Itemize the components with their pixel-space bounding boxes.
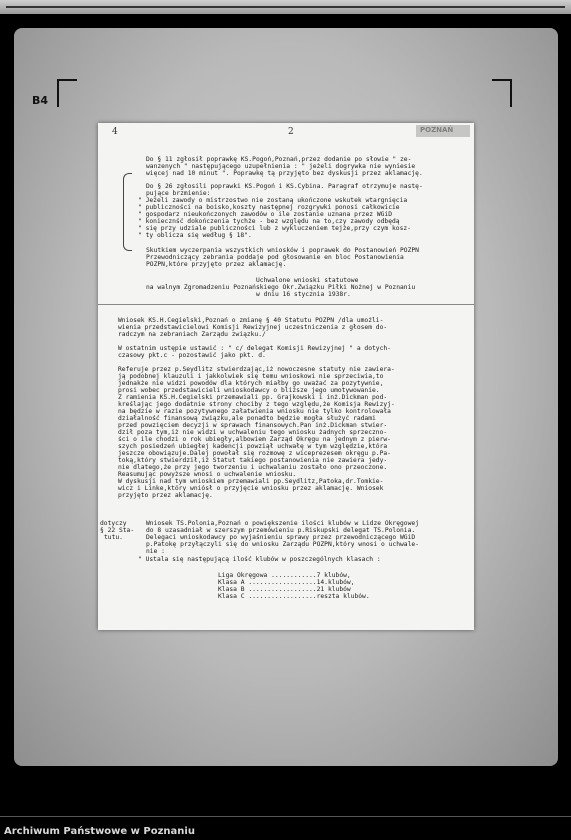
- text-line: jeszcze obowiązuje.Dalej powołał się rozmowę z wiceprezesem okręgu p.Pa-: [118, 450, 391, 457]
- archive-stamp: [416, 125, 470, 137]
- section-heading: na walnym Zgromadzeniu Poznańskiego Okr.Związku Piłki Nożnej w Poznaniu: [146, 284, 416, 291]
- text-line: " gospodarz nieukończonych zawodów o ile zostanie uznana przez WGiD: [138, 211, 393, 218]
- text-line: dził poza tym,iż nie widzi w uchwaleniu tego wniosku żadnych sprzeczno-: [118, 429, 388, 436]
- text-line: szych posiedzeń ubiegłej kadencji powziął uchwałę w tym względzie,która: [118, 443, 388, 450]
- text-line: POZPN,które przyjęto przez aklamację.: [146, 261, 287, 268]
- text-line: czasowy pkt.c - pozostawić jako pkt. d.: [118, 352, 266, 359]
- text-line: " Jeżeli zawody o mistrzostwo nie zostaną ukończone wskutek wtargnięcia: [138, 197, 408, 204]
- text-line: " się przy udziale publiczności lub z wykluczeniem tejże,przy czym kosz-: [138, 225, 411, 232]
- text-line: Wniosek TS.Polonia,Poznań o powiększenie ilości klubów w Lidze Okręgowej: [146, 520, 419, 527]
- film-top-strip: [0, 0, 571, 14]
- club-count-line: Liga Okręgowa ............7 klubów,: [218, 572, 351, 579]
- text-line: " koniecznść dokończenia tychże - bez względu na to,czy zawody odbędą: [138, 218, 400, 225]
- text-line: ją podobnej klauzuli i jakkolwiek się temu wnioskowi nie sprzeciwia,to: [118, 373, 384, 380]
- section-heading: Uchwalone wnioski statutowe: [256, 277, 359, 284]
- margin-note: dotyczy: [100, 520, 127, 527]
- text-line: nie :: [146, 548, 165, 555]
- text-line: toką,który stwierdził,iż Statut takiego postanowienia nie zawiera jedy-: [118, 457, 388, 464]
- corner-mark-left: [57, 79, 77, 107]
- stamp-text: POZNAŃ: [420, 126, 454, 134]
- corner-mark-right: [492, 79, 512, 107]
- section-heading: w dniu 16 stycznia 1938r.: [256, 291, 351, 298]
- text-line: działalność finansową związku,ale ponadto będzie mogła służyć radami: [118, 415, 376, 422]
- footer-divider: [0, 816, 571, 817]
- margin-note: § 22 Sta-: [100, 527, 135, 534]
- divider: [98, 304, 474, 305]
- text-line: Reasumując powyższe wnosi o uchwalenie wniosku.: [118, 471, 297, 478]
- footer-bar: [0, 812, 571, 840]
- document-page: [98, 123, 474, 630]
- text-line: " ty oblicza się według § 18".: [138, 232, 252, 239]
- text-line: Z ramienia KS.H.Cegielski przemawiali pp. Grajkowski i inż.Dickman pod-: [118, 394, 388, 401]
- text-line: radczym na zebraniach Zarządu związku./: [118, 331, 266, 338]
- text-line: Do § 26 zgłosili poprawki KS.Pogoń i KS.Cybina. Paragraf otrzymuje nastę-: [146, 183, 423, 190]
- text-line: " publiczności na boisko,koszty następnej rozgrywki ponosi całkowicie: [138, 204, 400, 211]
- text-line: Przewodniczący zebrania poddaje pod głosowanie en bloc Postanowienia: [146, 254, 404, 261]
- text-line: więcej nad 10 minut ". Poprawkę tą przyjęto bez dyskusji przez aklamację.: [146, 170, 423, 177]
- page-number-handwritten: 4: [112, 127, 118, 137]
- text-line: ści o ile chodzi o rok ubiegły,albowiem Zarząd Okręgu na jednym z pierw-: [118, 436, 391, 443]
- text-line: pujące brzmienie:: [146, 190, 211, 197]
- club-count-line: Klasa C ..................reszta klubów.: [218, 593, 370, 600]
- text-line: p.Patokę przyłączyli się do wniosku Zarządu POZPN,który wnosi o uchwale-: [146, 541, 419, 548]
- margin-note: tutu.: [104, 534, 123, 541]
- text-line: Do § 11 zgłosił poprawkę KS.Pogoń,Poznań,przez dodanie po słowie " ze-: [146, 156, 412, 163]
- text-line: kreślając jego dodatnie strony chociby z tego względu,że Komisja Rewizyj-: [118, 401, 395, 408]
- margin-bracket: [123, 173, 132, 251]
- text-line: przyjęto przez aklamację.: [118, 492, 213, 499]
- text-line: wanzenych " następującego uzupełnienia : " jeżeli dogrywka nie wyniesie: [146, 163, 416, 170]
- text-line: W dyskusji nad tym wnioskiem przemawiali pp.Seydlitz,Patoka,dr.Tomkie-: [118, 478, 384, 485]
- archive-brand: Archiwum Państwowe w Poznaniu: [4, 826, 195, 837]
- text-line: prosi wobec przedstawicieli wnioskodawcy o bliższe jego umotywowanie.: [118, 387, 380, 394]
- text-line: Wniosek KS.H.Cegielski,Poznań o zmianę § 40 Statutu POZPN /dla umożli-: [118, 317, 384, 324]
- text-line: W ostatnim ustępie ustawić : " c/ delegat Komisji Rewizyjnej " a dotych-: [118, 345, 391, 352]
- frame-label: B4: [32, 94, 49, 107]
- page-number: 2: [288, 127, 294, 137]
- text-line: na będzie w razie pozytywnego załatwienia wniosku nie tylko kontrolowała: [118, 408, 391, 415]
- text-line: " Ustala się następującą ilość klubów w poszczególnych klasach :: [138, 556, 381, 563]
- text-line: Referuje przez p.Seydlitz stwierdzając,iż nowoczesne statuty nie zawiera-: [118, 366, 395, 373]
- text-line: wicz i Linke,który wniósł o przyjęcie wniosku przez aklamację. Wniosek: [118, 485, 384, 492]
- text-line: Skutkiem wyczerpania wszystkich wniosków i poprawek do Postanowień POZPN: [146, 247, 419, 254]
- text-line: nie dlatego,że przy jego tworzeniu i uchwalaniu zostało ono przeoczone.: [118, 464, 388, 471]
- text-line: przed powzięciem decyzji w sprawach finansowych.Pan inż.Dickman stwier-: [118, 422, 388, 429]
- text-line: Delegaci wnioskodawcy po wyjaśnieniu sprawy przez przewodniczącego WGiD: [146, 534, 416, 541]
- text-line: jednakże nie widzi powodów dla których miałby go uważać za pozytywnie,: [118, 380, 384, 387]
- club-count-line: Klasa B ..................21 klubów: [218, 586, 351, 593]
- text-line: do 8 uzasadniał w szerszym przemówieniu p.Riskupski delegat TS.Polonia.: [146, 527, 416, 534]
- text-line: wienia przedstawicielowi Komisji Rewizyjnej uczestniczenia z głosem do-: [118, 324, 388, 331]
- club-count-line: Klasa A ..................14.klubów,: [218, 579, 355, 586]
